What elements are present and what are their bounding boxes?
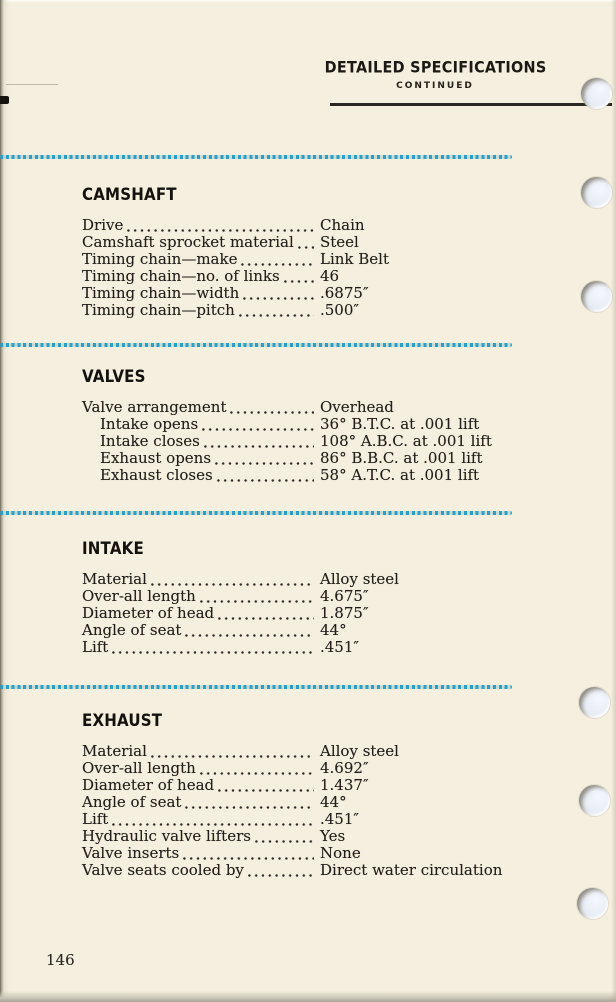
spec-row (82, 399, 534, 416)
spec-row (82, 588, 534, 605)
spec-row (82, 811, 534, 828)
header-rule (330, 103, 612, 106)
spec-row (82, 862, 534, 879)
spec-value: 4.692″ (320, 759, 369, 777)
page-number: 146 (46, 951, 75, 969)
spec-label: Angle of seat (82, 621, 182, 639)
page-edge-left (0, 0, 9, 1002)
section-rows (82, 743, 534, 879)
spec-row (82, 234, 534, 251)
page-subtitle: CONTINUED (396, 81, 474, 91)
spec-value: Alloy steel (320, 742, 399, 760)
spec-label: Intake opens (100, 415, 199, 433)
punch-hole (579, 687, 610, 718)
spec-label: Valve inserts (82, 844, 180, 862)
section-heading: EXHAUST (82, 710, 163, 731)
blue-dotted-divider (0, 155, 512, 159)
punch-hole (581, 177, 612, 208)
section-rows (82, 399, 534, 484)
spec-label: Exhaust opens (100, 449, 212, 467)
page-title: DETAILED SPECIFICATIONS (324, 58, 547, 77)
punch-hole (577, 888, 608, 919)
dot-leader (112, 648, 314, 654)
dot-leader (151, 752, 314, 758)
spec-label: Hydraulic valve lifters (82, 827, 251, 845)
binding-mark (0, 96, 9, 104)
spec-row (82, 760, 534, 777)
spec-label: Timing chain—pitch (82, 301, 235, 319)
spec-label: Lift (82, 810, 109, 828)
spec-row (82, 251, 534, 268)
dot-leader (215, 459, 314, 465)
spec-value: Chain (320, 216, 365, 234)
spec-label: Material (82, 742, 147, 760)
spec-label: Drive (82, 216, 124, 234)
spec-row (82, 845, 534, 862)
dot-leader (241, 260, 314, 266)
spec-row (82, 777, 534, 794)
spec-row (82, 743, 534, 760)
spec-row (82, 302, 534, 319)
spec-row (82, 828, 534, 845)
spec-value: 58° A.T.C. at .001 lift (320, 466, 480, 484)
dot-leader (243, 294, 314, 300)
spec-section (82, 710, 534, 879)
punch-hole (579, 785, 610, 816)
spec-value: 1.875″ (320, 604, 369, 622)
page-edge-top (0, 0, 616, 3)
dot-leader (200, 597, 314, 603)
spec-label: Camshaft sprocket material (82, 233, 294, 251)
blue-dotted-divider (0, 343, 512, 347)
page-edge-bottom (0, 991, 616, 1002)
spec-value: 1.437″ (320, 776, 369, 794)
spec-row (82, 571, 534, 588)
dot-leader (200, 769, 314, 775)
spec-row (82, 285, 534, 302)
spec-value: 86° B.B.C. at .001 lift (320, 449, 483, 467)
spec-value: 36° B.T.C. at .001 lift (320, 415, 480, 433)
spec-section (82, 366, 534, 484)
spec-row (82, 450, 534, 467)
dot-leader (239, 311, 314, 317)
scan-scratch (6, 84, 58, 85)
spec-value: 44° (320, 793, 347, 811)
section-heading: CAMSHAFT (82, 184, 177, 205)
dot-leader (230, 408, 314, 414)
spec-label: Material (82, 570, 147, 588)
spec-label: Angle of seat (82, 793, 182, 811)
dot-leader (217, 476, 314, 482)
spec-value: 108° A.B.C. at .001 lift (320, 432, 492, 450)
dot-leader (185, 803, 314, 809)
spec-row (82, 416, 534, 433)
section-rows (82, 571, 534, 656)
dot-leader (298, 243, 314, 249)
spec-value: Steel (320, 233, 359, 251)
spec-value: Direct water circulation (320, 861, 503, 879)
blue-dotted-divider (0, 511, 512, 515)
spec-label: Diameter of head (82, 776, 215, 794)
spec-value: 44° (320, 621, 347, 639)
blue-dotted-divider (0, 685, 512, 689)
spec-value: .451″ (320, 638, 360, 656)
dot-leader (127, 226, 314, 232)
dot-leader (255, 837, 314, 843)
dot-leader (218, 786, 314, 792)
spec-label: Over-all length (82, 759, 196, 777)
spec-label: Lift (82, 638, 109, 656)
spec-label: Timing chain—width (82, 284, 240, 302)
spec-row (82, 794, 534, 811)
spec-value: 4.675″ (320, 587, 369, 605)
spec-value: 46 (320, 267, 340, 285)
spec-label: Exhaust closes (100, 466, 213, 484)
spec-row (82, 217, 534, 234)
section-heading: INTAKE (82, 538, 144, 559)
spec-row (82, 433, 534, 450)
dot-leader (202, 425, 314, 431)
dot-leader (248, 871, 314, 877)
section-rows (82, 217, 534, 319)
spec-row (82, 268, 534, 285)
spec-value: Overhead (320, 398, 394, 416)
spec-section (82, 538, 534, 656)
spec-label: Valve arrangement (82, 398, 227, 416)
spec-label: Over-all length (82, 587, 196, 605)
spec-label: Valve seats cooled by (82, 861, 244, 879)
dot-leader (204, 442, 314, 448)
dot-leader (151, 580, 314, 586)
section-heading: VALVES (82, 366, 146, 387)
dot-leader (218, 614, 314, 620)
spec-label: Timing chain—make (82, 250, 238, 268)
spec-value: .451″ (320, 810, 360, 828)
spec-row (82, 467, 534, 484)
dot-leader (183, 854, 314, 860)
spec-row (82, 639, 534, 656)
spec-value: Alloy steel (320, 570, 399, 588)
punch-hole (581, 78, 612, 109)
spec-label: Diameter of head (82, 604, 215, 622)
spec-value: None (320, 844, 361, 862)
page-edge-right (611, 0, 616, 1002)
dot-leader (185, 631, 314, 637)
spec-value: Yes (320, 827, 346, 845)
spec-row (82, 605, 534, 622)
dot-leader (284, 277, 314, 283)
punch-hole (581, 281, 612, 312)
spec-value: .6875″ (320, 284, 369, 302)
spec-section (82, 184, 534, 319)
dot-leader (112, 820, 314, 826)
spec-row (82, 622, 534, 639)
spec-label: Intake closes (100, 432, 200, 450)
spec-value: .500″ (320, 301, 360, 319)
spec-label: Timing chain—no. of links (82, 267, 280, 285)
spec-value: Link Belt (320, 250, 390, 268)
